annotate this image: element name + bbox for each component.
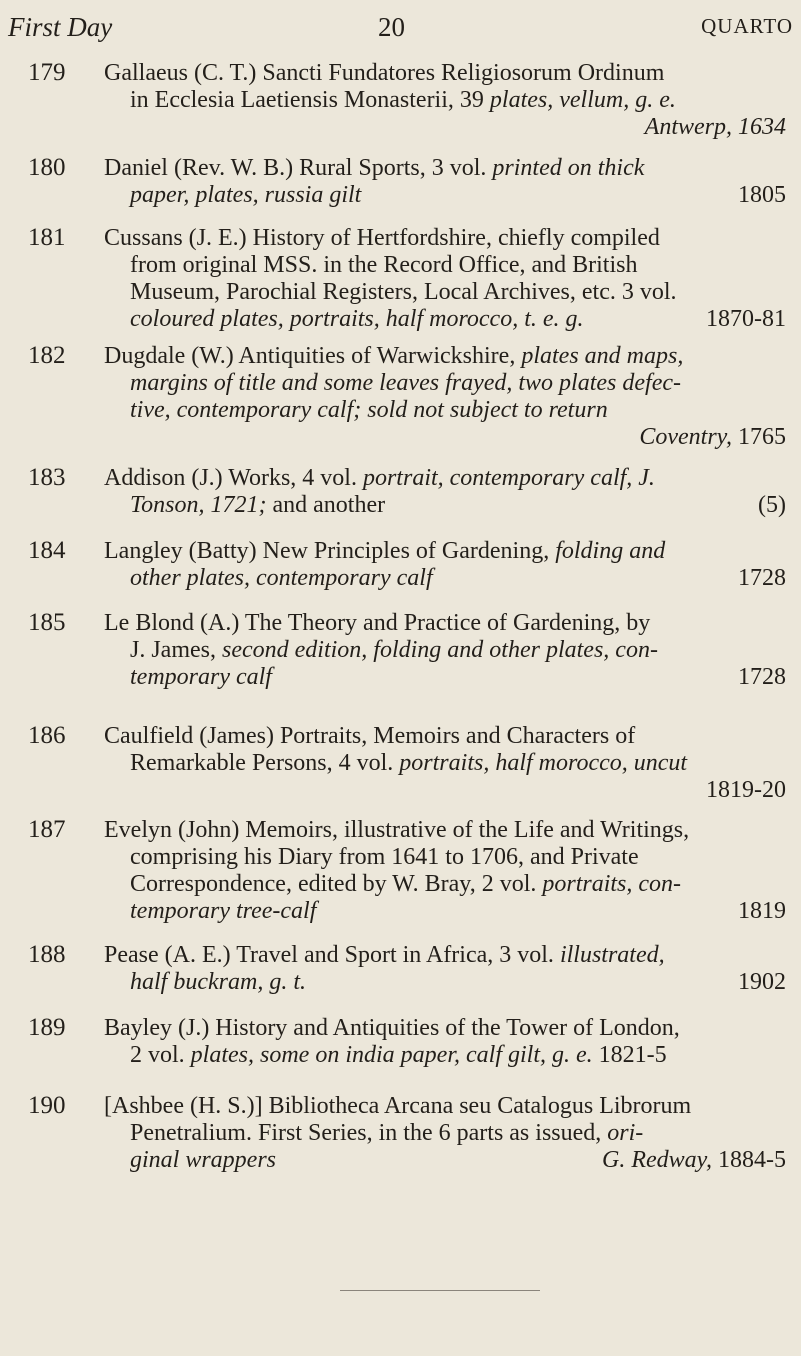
lot-number: 190 [28, 1092, 66, 1119]
lot-number: 185 [28, 609, 66, 636]
entry-description [104, 538, 796, 592]
description-line [104, 664, 796, 691]
roman-text: Bayley (J.) History and Antiquities of the Tower of London, [104, 1015, 680, 1041]
roman-text: 2 vol. [130, 1042, 191, 1068]
page-number: 20 [378, 12, 405, 42]
entry-description [104, 817, 796, 925]
roman-text: Museum, Parochial Registers, Local Archives, etc. 3 vol. [130, 279, 677, 305]
description-line [104, 370, 796, 397]
description-line [104, 637, 796, 664]
tail-text [130, 664, 272, 691]
imprint-year: 1884-5 [718, 1147, 786, 1173]
entry-description [104, 942, 796, 996]
roman-text: in Ecclesia Laetiensis Monasterii, 39 [130, 87, 490, 113]
description-line [104, 750, 796, 777]
roman-text: from original MSS. in the Record Office, and British [130, 252, 638, 278]
description-line [104, 87, 796, 114]
tail-text [130, 969, 306, 996]
roman-text: Penetralium. First Series, in the 6 parts as issued, [130, 1120, 608, 1146]
imprint-year: 1765 [738, 424, 786, 450]
description-line [104, 1015, 796, 1042]
description-line [104, 610, 796, 637]
tail-text [130, 1147, 276, 1174]
roman-text: Correspondence, edited by W. Bray, 2 vol. [130, 871, 543, 897]
italic-text: Tonson, 1721; [130, 492, 273, 518]
lot-number: 184 [28, 537, 66, 564]
italic-text: portraits, half morocco, uncut [399, 750, 688, 776]
entry-description [104, 1015, 796, 1069]
tail-text [130, 306, 584, 333]
entry-description [104, 610, 796, 691]
entry-description [104, 60, 796, 141]
roman-text: Evelyn (John) Memoirs, illustrative of the Life and Writings, [104, 817, 690, 843]
imprint-date: 1870-81 [706, 306, 786, 332]
description-line [104, 225, 796, 252]
description-line [104, 182, 796, 209]
description-line [104, 397, 796, 424]
italic-text: folding and [555, 538, 666, 564]
imprint-date [602, 1147, 786, 1174]
description-line [104, 538, 796, 565]
description-line [104, 343, 796, 370]
roman-text: Pease (A. E.) Travel and Sport in Africa, 3 vol. [104, 942, 560, 968]
imprint-place: Coventry, [639, 424, 738, 450]
description-line [104, 1120, 796, 1147]
imprint-date: 1728 [738, 664, 786, 690]
lot-number: 180 [28, 154, 66, 181]
roman-text: Le Blond (A.) The Theory and Practice of Gardening, by [104, 610, 651, 636]
lot-number: 181 [28, 224, 66, 251]
description-line [104, 898, 796, 925]
lot-number: 182 [28, 342, 66, 369]
imprint-date: 1902 [738, 969, 786, 995]
description-line [104, 1093, 796, 1120]
italic-text: plates and maps, [521, 343, 684, 369]
description-line [104, 942, 796, 969]
imprint-line [104, 424, 796, 451]
lot-number: 179 [28, 59, 66, 86]
roman-text: Gallaeus (C. T.) Sancti Fundatores Religiosorum Ordinum [104, 60, 665, 86]
description-line [104, 252, 796, 279]
roman-text: and another [272, 492, 386, 518]
header-format: QUARTO [701, 14, 793, 38]
roman-text: [Ashbee (H. S.)] Bibliotheca Arcana seu Catalogus Librorum [104, 1093, 692, 1119]
italic-text: ori- [607, 1120, 644, 1146]
italic-text: other plates, contemporary calf [130, 565, 433, 591]
bottom-rule [340, 1290, 540, 1291]
italic-text: printed on thick [492, 155, 645, 181]
entry-description [104, 465, 796, 519]
description-line [104, 565, 796, 592]
description-line [104, 492, 796, 519]
description-line [104, 1147, 796, 1174]
description-line [104, 306, 796, 333]
entry-description [104, 723, 796, 804]
italic-text: plates, some on india paper, calf gilt, g. e. [190, 1042, 593, 1068]
roman-text: Langley (Batty) New Principles of Gardening, [104, 538, 556, 564]
tail-text [130, 565, 433, 592]
entry-description [104, 343, 796, 451]
description-line [104, 844, 796, 871]
roman-text: J. James, [130, 637, 222, 663]
lot-number: 189 [28, 1014, 66, 1041]
description-line [104, 465, 796, 492]
italic-text: second edition, folding and other plates, con- [222, 637, 658, 663]
header-day: First Day [8, 12, 113, 42]
roman-text: 1821-5 [592, 1042, 667, 1068]
entry-description [104, 225, 796, 333]
tail-text [130, 898, 316, 925]
italic-text: plates, vellum, g. e. [489, 87, 676, 113]
lot-number: 183 [28, 464, 66, 491]
description-line [104, 817, 796, 844]
entry-description [104, 155, 796, 209]
roman-text: Remarkable Persons, 4 vol. [130, 750, 400, 776]
roman-text: Dugdale (W.) Antiquities of Warwickshire, [104, 343, 522, 369]
description-line [104, 723, 796, 750]
description-line [104, 969, 796, 996]
imprint-date: 1728 [738, 565, 786, 591]
italic-text: paper, plates, russia gilt [130, 182, 362, 208]
description-line [104, 279, 796, 306]
imprint-place: G. Redway, [602, 1147, 718, 1173]
roman-text: Caulfield (James) Portraits, Memoirs and Characters of [104, 723, 636, 749]
description-line [104, 871, 796, 898]
italic-text: tive, contemporary calf; sold not subject to return [130, 397, 608, 423]
imprint-line: Antwerp, 1634 [644, 114, 786, 140]
description-line [104, 1042, 796, 1069]
imprint-date: (5) [758, 492, 786, 518]
italic-text: portrait, contemporary calf, J. [362, 465, 655, 491]
italic-text: temporary calf [130, 664, 272, 690]
tail-text [130, 182, 361, 209]
imprint-date: 1805 [738, 182, 786, 208]
italic-text: coloured plates, portraits, half morocco, t. e. g. [130, 306, 584, 332]
roman-text: Addison (J.) Works, 4 vol. [104, 465, 363, 491]
roman-text: Daniel (Rev. W. B.) Rural Sports, 3 vol. [104, 155, 493, 181]
roman-text: comprising his Diary from 1641 to 1706, and Private [130, 844, 639, 870]
imprint-date: 1819 [738, 898, 786, 924]
roman-text: Cussans (J. E.) History of Hertfordshire, chiefly compiled [104, 225, 660, 251]
italic-text: temporary tree-calf [130, 898, 317, 924]
description-line [104, 155, 796, 182]
italic-text: illustrated, [559, 942, 665, 968]
tail-text [130, 492, 385, 519]
lot-number: 188 [28, 941, 66, 968]
italic-text: margins of title and some leaves frayed, two plates defec- [130, 370, 682, 396]
page-header [8, 12, 793, 52]
italic-text: half buckram, g. t. [130, 969, 306, 995]
description-line [104, 60, 796, 87]
italic-text: portraits, con- [542, 871, 682, 897]
lot-number: 187 [28, 816, 66, 843]
italic-text: ginal wrappers [130, 1147, 277, 1173]
lot-number: 186 [28, 722, 66, 749]
imprint-line: 1819-20 [706, 777, 786, 803]
entry-description [104, 1093, 796, 1174]
